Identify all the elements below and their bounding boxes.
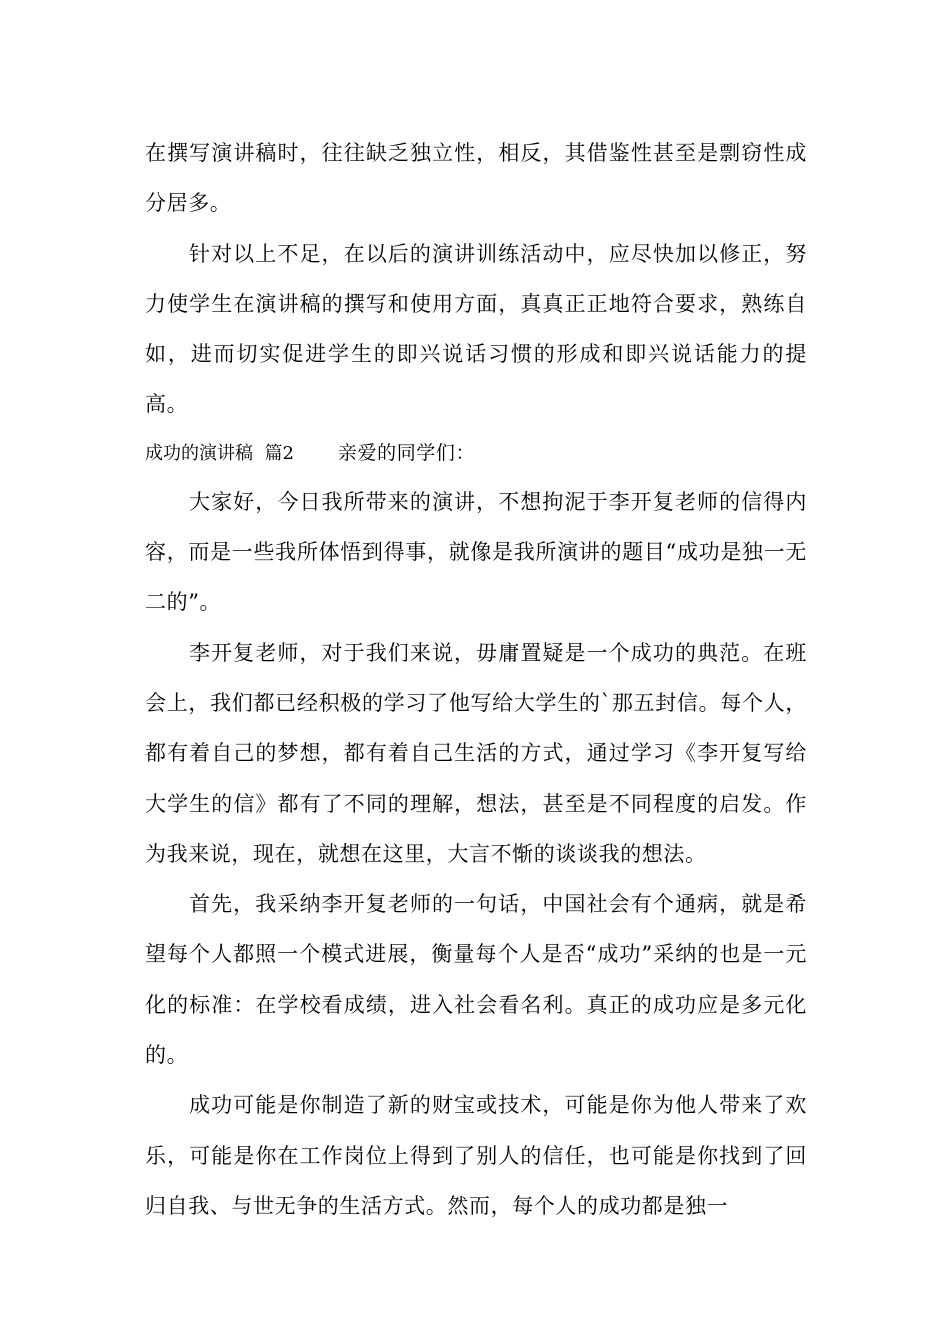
section-heading xyxy=(145,430,807,477)
paragraph-intro: 大家好，今日我所带来的演讲，不想拘泥于李开复老师的信得内容，而是一些我所体悟到得事，就像是我所演讲的题目“成功是独一无二的”。 xyxy=(145,489,807,615)
paragraph-continuation: 在撰写演讲稿时，往往缺乏独立性，相反，其借鉴性甚至是剽窃性成分居多。 xyxy=(145,141,807,216)
document-body xyxy=(145,128,807,1231)
paragraph-li-kaifu: 李开复老师，对于我们来说，毋庸置疑是一个成功的典范。在班会上，我们都已经积极的学习了他写给大学生的`那五封信。每个人，都有着自己的梦想，都有着自己生活的方式，通过学习《李开复写给大学生的信》都有了不同的理解，想法，甚至是不同程度的启发。作为我来说，现在，就想在这里，大言不惭的谈谈我的想法。 xyxy=(145,640,807,866)
paragraph-success-forms: 成功可能是你制造了新的财宝或技术，可能是你为他人带来了欢乐，可能是你在工作岗位上得到了别人的信任，也可能是你找到了回归自我、与世无争的生活方式。然而，每个人的成功都是独一 xyxy=(145,1093,807,1218)
paragraph-first-point: 首先，我采纳李开复老师的一句话，中国社会有个通病，就是希望每个人都照一个模式进展，衡量每个人是否“成功”采纳的也是一元化的标准：在学校看成绩，进入社会看名利。真正的成功应是多元化的。 xyxy=(145,892,807,1068)
greeting: 亲爱的同学们： xyxy=(337,441,476,464)
section-title: 成功的演讲稿 篇2 xyxy=(145,442,294,464)
paragraph-shortcomings: 针对以上不足，在以后的演讲训练活动中，应尽快加以修正，努力使学生在演讲稿的撰写和使用方面，真真正正地符合要求，熟练自如，进而切实促进学生的即兴说话习惯的形成和即兴说话能力的提高。 xyxy=(145,241,807,417)
